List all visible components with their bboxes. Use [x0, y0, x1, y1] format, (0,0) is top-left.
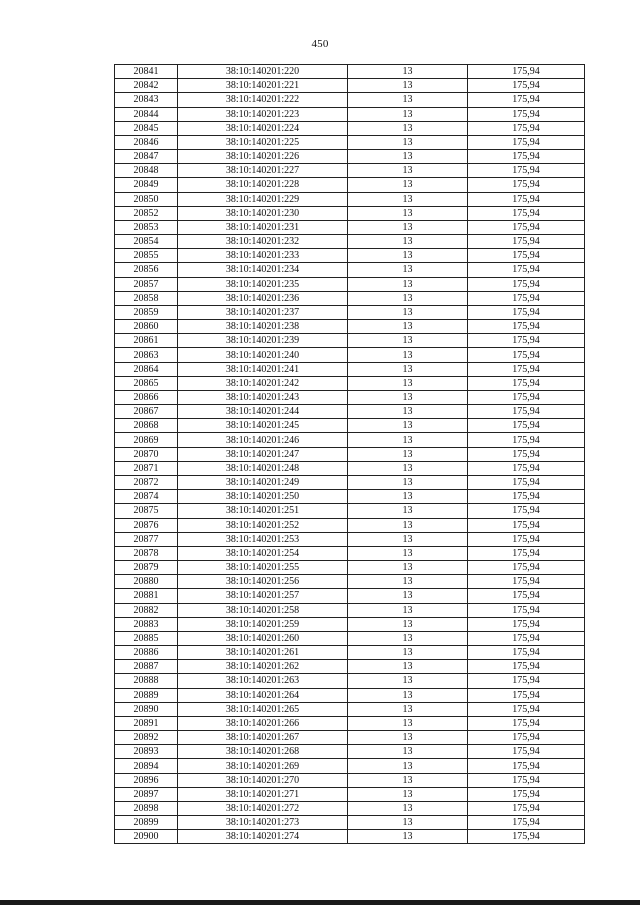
value-cell: 175,94: [468, 433, 585, 447]
row-number-cell: 20877: [115, 532, 178, 546]
row-number-cell: 20867: [115, 405, 178, 419]
value-cell: 175,94: [468, 646, 585, 660]
value-cell: 175,94: [468, 447, 585, 461]
table-row: [115, 801, 585, 815]
cadastral-number-cell: 38:10:140201:226: [178, 150, 348, 164]
count-cell: 13: [348, 121, 468, 135]
cadastral-number-cell: 38:10:140201:242: [178, 376, 348, 390]
table-row: [115, 334, 585, 348]
table-row: [115, 830, 585, 844]
cadastral-number-cell: 38:10:140201:266: [178, 716, 348, 730]
value-cell: 175,94: [468, 249, 585, 263]
value-cell: 175,94: [468, 546, 585, 560]
table-row: [115, 773, 585, 787]
row-number-cell: 20874: [115, 490, 178, 504]
table-row: [115, 759, 585, 773]
table-row: [115, 447, 585, 461]
row-number-cell: 20888: [115, 674, 178, 688]
count-cell: 13: [348, 150, 468, 164]
count-cell: 13: [348, 688, 468, 702]
value-cell: 175,94: [468, 631, 585, 645]
row-number-cell: 20900: [115, 830, 178, 844]
cadastral-number-cell: 38:10:140201:229: [178, 192, 348, 206]
value-cell: 175,94: [468, 291, 585, 305]
value-cell: 175,94: [468, 475, 585, 489]
value-cell: 175,94: [468, 759, 585, 773]
table-row: [115, 646, 585, 660]
count-cell: 13: [348, 405, 468, 419]
count-cell: 13: [348, 447, 468, 461]
row-number-cell: 20885: [115, 631, 178, 645]
count-cell: 13: [348, 660, 468, 674]
table-row: [115, 475, 585, 489]
table-row: [115, 249, 585, 263]
row-number-cell: 20853: [115, 220, 178, 234]
scan-bottom-edge: [0, 900, 640, 905]
count-cell: 13: [348, 65, 468, 79]
table-row: [115, 362, 585, 376]
cadastral-number-cell: 38:10:140201:272: [178, 801, 348, 815]
count-cell: 13: [348, 334, 468, 348]
table-row: [115, 235, 585, 249]
value-cell: 175,94: [468, 731, 585, 745]
row-number-cell: 20859: [115, 305, 178, 319]
count-cell: 13: [348, 93, 468, 107]
count-cell: 13: [348, 475, 468, 489]
cadastral-number-cell: 38:10:140201:256: [178, 575, 348, 589]
row-number-cell: 20850: [115, 192, 178, 206]
table-row: [115, 150, 585, 164]
table-row: [115, 263, 585, 277]
count-cell: 13: [348, 277, 468, 291]
row-number-cell: 20894: [115, 759, 178, 773]
value-cell: 175,94: [468, 277, 585, 291]
table-row: [115, 320, 585, 334]
table-row: [115, 419, 585, 433]
row-number-cell: 20893: [115, 745, 178, 759]
page-number: 450: [311, 38, 329, 50]
value-cell: 175,94: [468, 192, 585, 206]
cadastral-number-cell: 38:10:140201:267: [178, 731, 348, 745]
count-cell: 13: [348, 759, 468, 773]
cadastral-number-cell: 38:10:140201:230: [178, 206, 348, 220]
table-row: [115, 220, 585, 234]
table-row: [115, 745, 585, 759]
value-cell: 175,94: [468, 660, 585, 674]
count-cell: 13: [348, 830, 468, 844]
count-cell: 13: [348, 291, 468, 305]
table-row: [115, 291, 585, 305]
row-number-cell: 20869: [115, 433, 178, 447]
row-number-cell: 20881: [115, 589, 178, 603]
row-number-cell: 20875: [115, 504, 178, 518]
count-cell: 13: [348, 263, 468, 277]
table-row: [115, 603, 585, 617]
row-number-cell: 20883: [115, 617, 178, 631]
row-number-cell: 20842: [115, 79, 178, 93]
cadastral-number-cell: 38:10:140201:258: [178, 603, 348, 617]
table-row: [115, 206, 585, 220]
cadastral-number-cell: 38:10:140201:241: [178, 362, 348, 376]
table-row: [115, 192, 585, 206]
count-cell: 13: [348, 362, 468, 376]
value-cell: 175,94: [468, 263, 585, 277]
count-cell: 13: [348, 816, 468, 830]
value-cell: 175,94: [468, 405, 585, 419]
cadastral-number-cell: 38:10:140201:268: [178, 745, 348, 759]
table-row: [115, 461, 585, 475]
table-row: [115, 561, 585, 575]
value-cell: 175,94: [468, 532, 585, 546]
count-cell: 13: [348, 79, 468, 93]
count-cell: 13: [348, 249, 468, 263]
count-cell: 13: [348, 745, 468, 759]
count-cell: 13: [348, 504, 468, 518]
row-number-cell: 20855: [115, 249, 178, 263]
row-number-cell: 20889: [115, 688, 178, 702]
count-cell: 13: [348, 376, 468, 390]
count-cell: 13: [348, 801, 468, 815]
count-cell: 13: [348, 603, 468, 617]
count-cell: 13: [348, 220, 468, 234]
cadastral-number-cell: 38:10:140201:255: [178, 561, 348, 575]
cadastral-number-cell: 38:10:140201:249: [178, 475, 348, 489]
table-body: [115, 65, 585, 844]
value-cell: 175,94: [468, 787, 585, 801]
value-cell: 175,94: [468, 461, 585, 475]
table-row: [115, 674, 585, 688]
cadastral-number-cell: 38:10:140201:245: [178, 419, 348, 433]
value-cell: 175,94: [468, 561, 585, 575]
row-number-cell: 20847: [115, 150, 178, 164]
table-row: [115, 731, 585, 745]
value-cell: 175,94: [468, 376, 585, 390]
value-cell: 175,94: [468, 773, 585, 787]
table-row: [115, 631, 585, 645]
row-number-cell: 20868: [115, 419, 178, 433]
row-number-cell: 20899: [115, 816, 178, 830]
count-cell: 13: [348, 702, 468, 716]
row-number-cell: 20870: [115, 447, 178, 461]
count-cell: 13: [348, 561, 468, 575]
cadastral-number-cell: 38:10:140201:225: [178, 135, 348, 149]
cadastral-number-cell: 38:10:140201:271: [178, 787, 348, 801]
cadastral-number-cell: 38:10:140201:237: [178, 305, 348, 319]
value-cell: 175,94: [468, 490, 585, 504]
cadastral-number-cell: 38:10:140201:269: [178, 759, 348, 773]
value-cell: 175,94: [468, 320, 585, 334]
count-cell: 13: [348, 320, 468, 334]
cadastral-number-cell: 38:10:140201:259: [178, 617, 348, 631]
data-table: [114, 64, 585, 844]
value-cell: 175,94: [468, 603, 585, 617]
row-number-cell: 20871: [115, 461, 178, 475]
count-cell: 13: [348, 235, 468, 249]
value-cell: 175,94: [468, 390, 585, 404]
value-cell: 175,94: [468, 830, 585, 844]
row-number-cell: 20898: [115, 801, 178, 815]
cadastral-number-cell: 38:10:140201:263: [178, 674, 348, 688]
row-number-cell: 20872: [115, 475, 178, 489]
cadastral-number-cell: 38:10:140201:250: [178, 490, 348, 504]
table-row: [115, 787, 585, 801]
cadastral-number-cell: 38:10:140201:253: [178, 532, 348, 546]
count-cell: 13: [348, 617, 468, 631]
cadastral-number-cell: 38:10:140201:227: [178, 164, 348, 178]
table-row: [115, 702, 585, 716]
table-row: [115, 121, 585, 135]
table-row: [115, 135, 585, 149]
count-cell: 13: [348, 532, 468, 546]
count-cell: 13: [348, 164, 468, 178]
table-row: [115, 405, 585, 419]
cadastral-number-cell: 38:10:140201:228: [178, 178, 348, 192]
table-row: [115, 518, 585, 532]
row-number-cell: 20864: [115, 362, 178, 376]
table-row: [115, 816, 585, 830]
value-cell: 175,94: [468, 65, 585, 79]
table-row: [115, 575, 585, 589]
row-number-cell: 20890: [115, 702, 178, 716]
value-cell: 175,94: [468, 617, 585, 631]
count-cell: 13: [348, 731, 468, 745]
cadastral-number-cell: 38:10:140201:264: [178, 688, 348, 702]
cadastral-number-cell: 38:10:140201:236: [178, 291, 348, 305]
table-row: [115, 589, 585, 603]
cadastral-number-cell: 38:10:140201:254: [178, 546, 348, 560]
data-table-container: [114, 64, 584, 844]
count-cell: 13: [348, 589, 468, 603]
cadastral-number-cell: 38:10:140201:240: [178, 348, 348, 362]
row-number-cell: 20866: [115, 390, 178, 404]
cadastral-number-cell: 38:10:140201:260: [178, 631, 348, 645]
cadastral-number-cell: 38:10:140201:265: [178, 702, 348, 716]
row-number-cell: 20860: [115, 320, 178, 334]
value-cell: 175,94: [468, 702, 585, 716]
cadastral-number-cell: 38:10:140201:244: [178, 405, 348, 419]
count-cell: 13: [348, 419, 468, 433]
value-cell: 175,94: [468, 816, 585, 830]
count-cell: 13: [348, 461, 468, 475]
table-row: [115, 532, 585, 546]
table-row: [115, 433, 585, 447]
cadastral-number-cell: 38:10:140201:251: [178, 504, 348, 518]
cadastral-number-cell: 38:10:140201:274: [178, 830, 348, 844]
cadastral-number-cell: 38:10:140201:257: [178, 589, 348, 603]
value-cell: 175,94: [468, 674, 585, 688]
count-cell: 13: [348, 716, 468, 730]
value-cell: 175,94: [468, 334, 585, 348]
table-row: [115, 688, 585, 702]
table-row: [115, 93, 585, 107]
table-row: [115, 65, 585, 79]
count-cell: 13: [348, 135, 468, 149]
row-number-cell: 20887: [115, 660, 178, 674]
count-cell: 13: [348, 773, 468, 787]
row-number-cell: 20858: [115, 291, 178, 305]
count-cell: 13: [348, 631, 468, 645]
value-cell: 175,94: [468, 575, 585, 589]
table-row: [115, 305, 585, 319]
cadastral-number-cell: 38:10:140201:261: [178, 646, 348, 660]
cadastral-number-cell: 38:10:140201:222: [178, 93, 348, 107]
row-number-cell: 20878: [115, 546, 178, 560]
cadastral-number-cell: 38:10:140201:248: [178, 461, 348, 475]
count-cell: 13: [348, 192, 468, 206]
row-number-cell: 20865: [115, 376, 178, 390]
table-row: [115, 348, 585, 362]
value-cell: 175,94: [468, 93, 585, 107]
count-cell: 13: [348, 546, 468, 560]
cadastral-number-cell: 38:10:140201:270: [178, 773, 348, 787]
cadastral-number-cell: 38:10:140201:223: [178, 107, 348, 121]
cadastral-number-cell: 38:10:140201:220: [178, 65, 348, 79]
row-number-cell: 20863: [115, 348, 178, 362]
table-row: [115, 277, 585, 291]
count-cell: 13: [348, 305, 468, 319]
row-number-cell: 20880: [115, 575, 178, 589]
cadastral-number-cell: 38:10:140201:243: [178, 390, 348, 404]
row-number-cell: 20882: [115, 603, 178, 617]
table-row: [115, 178, 585, 192]
count-cell: 13: [348, 490, 468, 504]
value-cell: 175,94: [468, 220, 585, 234]
count-cell: 13: [348, 206, 468, 220]
row-number-cell: 20857: [115, 277, 178, 291]
value-cell: 175,94: [468, 178, 585, 192]
row-number-cell: 20876: [115, 518, 178, 532]
cadastral-number-cell: 38:10:140201:232: [178, 235, 348, 249]
value-cell: 175,94: [468, 235, 585, 249]
value-cell: 175,94: [468, 79, 585, 93]
row-number-cell: 20852: [115, 206, 178, 220]
row-number-cell: 20854: [115, 235, 178, 249]
table-row: [115, 79, 585, 93]
count-cell: 13: [348, 107, 468, 121]
table-row: [115, 716, 585, 730]
row-number-cell: 20861: [115, 334, 178, 348]
count-cell: 13: [348, 518, 468, 532]
count-cell: 13: [348, 646, 468, 660]
row-number-cell: 20845: [115, 121, 178, 135]
value-cell: 175,94: [468, 107, 585, 121]
cadastral-number-cell: 38:10:140201:246: [178, 433, 348, 447]
count-cell: 13: [348, 178, 468, 192]
count-cell: 13: [348, 787, 468, 801]
table-row: [115, 504, 585, 518]
table-row: [115, 546, 585, 560]
value-cell: 175,94: [468, 121, 585, 135]
table-row: [115, 164, 585, 178]
cadastral-number-cell: 38:10:140201:235: [178, 277, 348, 291]
row-number-cell: 20846: [115, 135, 178, 149]
row-number-cell: 20886: [115, 646, 178, 660]
row-number-cell: 20844: [115, 107, 178, 121]
cadastral-number-cell: 38:10:140201:224: [178, 121, 348, 135]
value-cell: 175,94: [468, 362, 585, 376]
value-cell: 175,94: [468, 518, 585, 532]
value-cell: 175,94: [468, 716, 585, 730]
count-cell: 13: [348, 390, 468, 404]
cadastral-number-cell: 38:10:140201:273: [178, 816, 348, 830]
value-cell: 175,94: [468, 348, 585, 362]
table-row: [115, 390, 585, 404]
value-cell: 175,94: [468, 419, 585, 433]
row-number-cell: 20892: [115, 731, 178, 745]
cadastral-number-cell: 38:10:140201:252: [178, 518, 348, 532]
value-cell: 175,94: [468, 504, 585, 518]
value-cell: 175,94: [468, 150, 585, 164]
cadastral-number-cell: 38:10:140201:238: [178, 320, 348, 334]
table-row: [115, 490, 585, 504]
row-number-cell: 20896: [115, 773, 178, 787]
count-cell: 13: [348, 433, 468, 447]
cadastral-number-cell: 38:10:140201:221: [178, 79, 348, 93]
cadastral-number-cell: 38:10:140201:233: [178, 249, 348, 263]
value-cell: 175,94: [468, 801, 585, 815]
value-cell: 175,94: [468, 745, 585, 759]
row-number-cell: 20856: [115, 263, 178, 277]
value-cell: 175,94: [468, 589, 585, 603]
row-number-cell: 20849: [115, 178, 178, 192]
table-row: [115, 107, 585, 121]
cadastral-number-cell: 38:10:140201:247: [178, 447, 348, 461]
table-row: [115, 376, 585, 390]
row-number-cell: 20848: [115, 164, 178, 178]
value-cell: 175,94: [468, 135, 585, 149]
row-number-cell: 20891: [115, 716, 178, 730]
cadastral-number-cell: 38:10:140201:234: [178, 263, 348, 277]
count-cell: 13: [348, 674, 468, 688]
value-cell: 175,94: [468, 305, 585, 319]
count-cell: 13: [348, 348, 468, 362]
value-cell: 175,94: [468, 164, 585, 178]
row-number-cell: 20897: [115, 787, 178, 801]
count-cell: 13: [348, 575, 468, 589]
row-number-cell: 20843: [115, 93, 178, 107]
cadastral-number-cell: 38:10:140201:239: [178, 334, 348, 348]
row-number-cell: 20879: [115, 561, 178, 575]
cadastral-number-cell: 38:10:140201:262: [178, 660, 348, 674]
value-cell: 175,94: [468, 688, 585, 702]
value-cell: 175,94: [468, 206, 585, 220]
table-row: [115, 660, 585, 674]
row-number-cell: 20841: [115, 65, 178, 79]
cadastral-number-cell: 38:10:140201:231: [178, 220, 348, 234]
table-row: [115, 617, 585, 631]
